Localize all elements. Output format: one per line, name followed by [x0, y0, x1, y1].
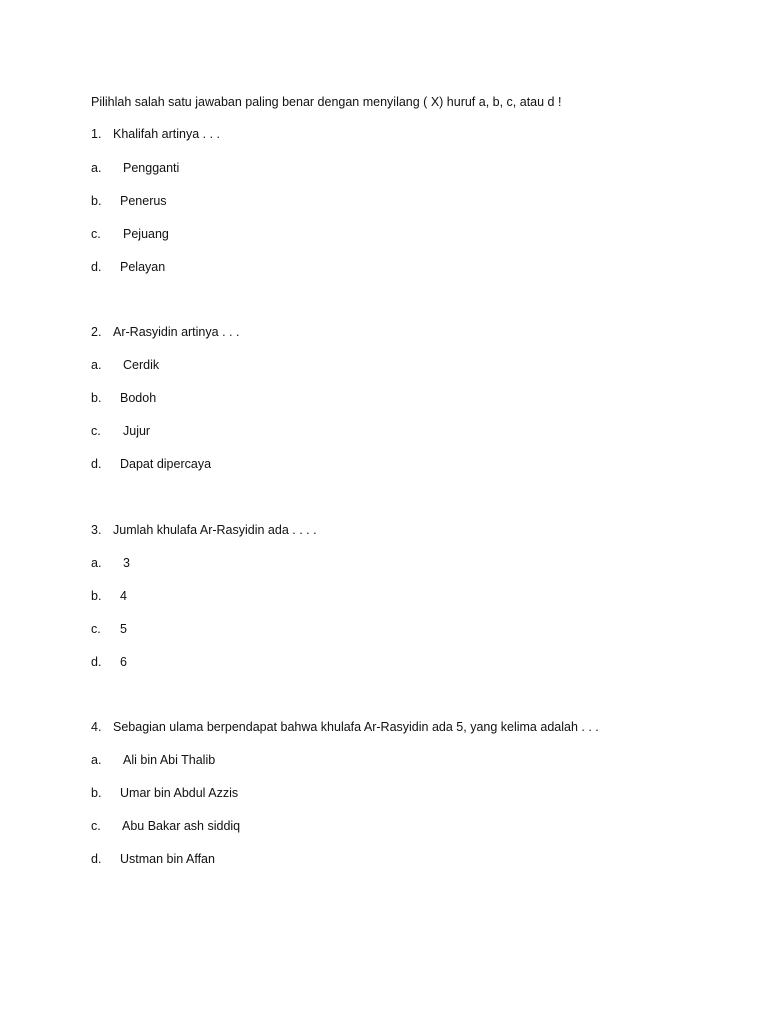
instruction-text: Pilihlah salah satu jawaban paling benar dengan menyilang ( X) huruf a, b, c, atau d !	[91, 95, 562, 109]
option-letter: d.	[91, 457, 102, 471]
option-text: Abu Bakar ash siddiq	[122, 819, 241, 833]
option-text: Cerdik	[123, 358, 160, 372]
option-text: Bodoh	[120, 391, 157, 405]
question-text: Sebagian ulama berpendapat bahwa khulafa Ar-Rasyidin ada 5, yang kelima adalah . . .	[113, 720, 599, 734]
question-number: 2.	[91, 325, 102, 339]
question-number: 3.	[91, 523, 102, 537]
option-letter: b.	[91, 786, 102, 800]
option-text: Penerus	[120, 194, 167, 208]
option-text: Ustman bin Affan	[120, 852, 215, 866]
option-letter: c.	[91, 424, 101, 438]
option-text: Dapat dipercaya	[120, 457, 212, 471]
option-letter: a.	[91, 556, 102, 570]
option-text: Pelayan	[120, 260, 166, 274]
option-letter: c.	[91, 227, 101, 241]
option-letter: b.	[91, 391, 102, 405]
question-text: Ar-Rasyidin artinya . . .	[113, 325, 240, 339]
option-letter: b.	[91, 194, 102, 208]
option-letter: c.	[91, 622, 101, 636]
option-letter: c.	[91, 819, 101, 833]
option-text: 3	[123, 556, 130, 570]
option-letter: a.	[91, 753, 102, 767]
option-text: Pengganti	[123, 161, 180, 175]
option-text: 5	[120, 622, 127, 636]
option-text: Ali bin Abi Thalib	[123, 753, 216, 767]
question-text: Jumlah khulafa Ar-Rasyidin ada . . . .	[113, 523, 317, 537]
option-letter: d.	[91, 655, 102, 669]
option-text: Umar bin Abdul Azzis	[120, 786, 239, 800]
option-text: Jujur	[123, 424, 151, 438]
option-letter: b.	[91, 589, 102, 603]
option-letter: d.	[91, 852, 102, 866]
option-text: 6	[120, 655, 127, 669]
option-letter: d.	[91, 260, 102, 274]
option-letter: a.	[91, 358, 102, 372]
option-letter: a.	[91, 161, 102, 175]
question-text: Khalifah artinya . . .	[113, 127, 221, 141]
option-text: 4	[120, 589, 127, 603]
question-number: 4.	[91, 720, 102, 734]
question-number: 1.	[91, 127, 102, 141]
option-text: Pejuang	[123, 227, 169, 241]
